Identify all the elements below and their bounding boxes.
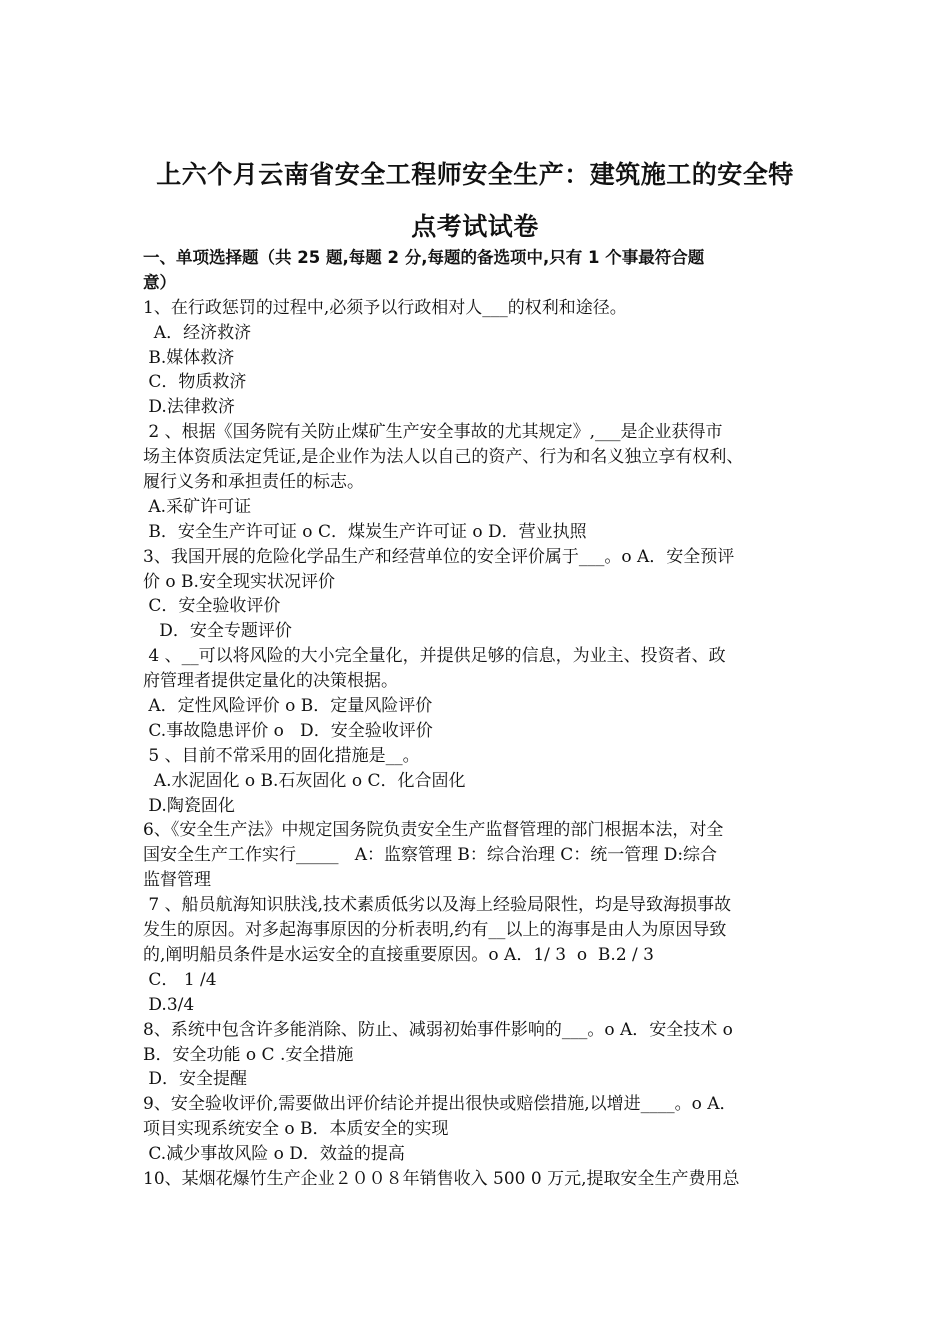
question-text-line: A.水泥固化 o B.石灰固化 o C．化合固化: [143, 770, 466, 791]
question-text-line: 国安全生产工作实行_____ A：监察管理 B：综合治理 C：统一管理 D:综合: [143, 845, 718, 866]
question-text-line: 场主体资质法定凭证,是企业作为法人以自己的资产、行为和名义独立享有权利、: [143, 447, 744, 468]
question-text-line: A.采矿许可证: [143, 496, 252, 517]
question-text-line: D．安全提醒: [143, 1069, 248, 1090]
question-text-line: A．经济救济: [143, 322, 252, 343]
question-text-line: C．物质救济: [143, 372, 247, 393]
section-heading-line: 一、单项选择题（共 25 题,每题 2 分,每题的备选项中,只有 1 个事最符合题: [143, 248, 705, 267]
question-text-line: 监督管理: [143, 870, 211, 891]
question-text-line: 发生的原因。对多起海事原因的分析表明,约有__以上的海事是由人为原因导致: [143, 920, 727, 941]
question-text-line: 1、在行政惩罚的过程中,必须予以行政相对人___的权利和途径。: [143, 297, 627, 318]
question-text-line: 项目实现系统安全 o B．本质安全的实现: [143, 1119, 449, 1140]
question-text-line: 5 、目前不常采用的固化措施是__。: [143, 745, 420, 766]
question-text-line: B．安全功能 o C .安全措施: [143, 1044, 354, 1065]
question-text-line: D．安全专题评价: [143, 621, 292, 642]
document-body: [143, 246, 823, 1192]
question-text-line: C.减少事故风险 o D．效益的提高: [143, 1144, 405, 1165]
question-text-line: C.事故隐患评价 o D．安全验收评价: [143, 720, 433, 741]
question-text-line: D.法律救济: [143, 397, 235, 418]
question-text-line: 履行义务和承担责任的标志。: [143, 472, 364, 493]
question-text-line: 4 、__可以将风险的大小完全量化，并提供足够的信息，为业主、投资者、政: [143, 646, 726, 667]
question-text-line: A．定性风险评价 o B．定量风险评价: [143, 696, 433, 717]
question-text-line: 6、《安全生产法》中规定国务院负责安全生产监督管理的部门根据本法，对全: [143, 820, 724, 841]
question-text-line: 2 、根据《国务院有关防止煤矿生产安全事故的尤其规定》,___是企业获得市: [143, 422, 723, 443]
question-text-line: 7 、船员航海知识肤浅,技术素质低劣以及海上经验局限性，均是导致海损事故: [143, 895, 732, 916]
question-text-line: 府管理者提供定量化的决策根据。: [143, 671, 398, 692]
question-text-line: B.媒体救济: [143, 347, 235, 368]
document-title-line-2: 点考试试卷: [411, 212, 539, 241]
question-text-line: 价 o B.安全现实状况评价: [143, 571, 335, 592]
question-text-line: 的,阐明船员条件是水运安全的直接重要原因。o A．1/ 3 o B.2 / 3: [143, 944, 654, 965]
question-text-line: D.陶瓷固化: [143, 795, 235, 816]
question-text-line: C．安全验收评价: [143, 596, 281, 617]
document-title-line-1: 上六个月云南省安全工程师安全生产：建筑施工的安全特: [156, 160, 794, 189]
question-text-line: 3、我国开展的危险化学品生产和经营单位的安全评价属于___。o A．安全预评: [143, 546, 735, 567]
question-text-line: 8、系统中包含许多能消除、防止、减弱初始事件影响的___。o A．安全技术 o: [143, 1019, 733, 1040]
question-text-line: C． 1 /4: [143, 969, 217, 990]
question-text-line: B．安全生产许可证 o C．煤炭生产许可证 o D．营业执照: [143, 521, 587, 542]
question-text-line: 10、某烟花爆竹生产企业２００８年销售收入 500 0 万元,提取安全生产费用总: [143, 1168, 740, 1189]
question-text-line: 9、安全验收评价,需要做出评价结论并提出很快或赔偿措施,以增进____。o A．: [143, 1094, 737, 1115]
question-text-line: D.3/4: [143, 994, 195, 1015]
section-heading-line: 意）: [143, 272, 176, 292]
